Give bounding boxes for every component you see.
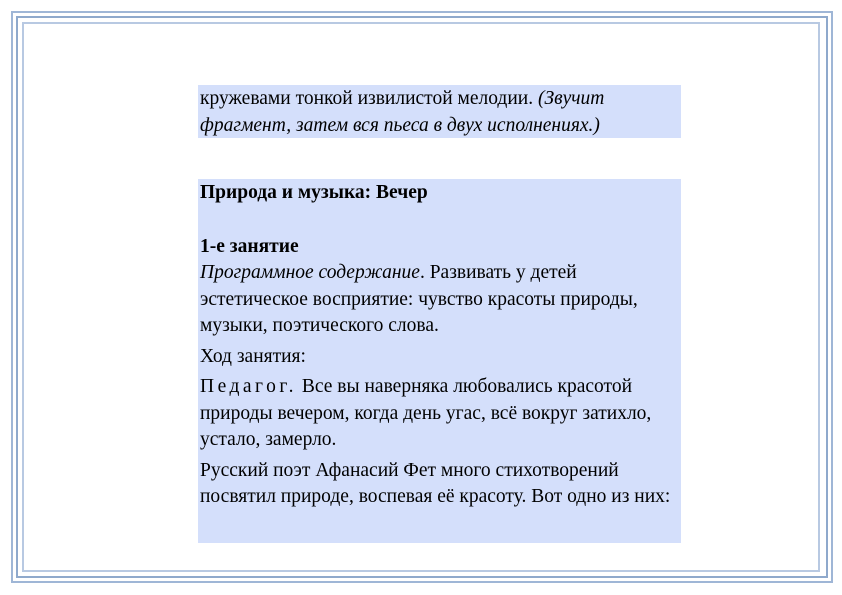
lesson-text-block [198, 179, 681, 543]
fragment-italic-text: (Звучит фрагмент, затем вся пьеса в двух исполнениях.) [200, 88, 605, 136]
fragment-normal-text: кружевами тонкой извилистой мелодии. [200, 88, 538, 109]
course-label: Ход занятия: [200, 345, 306, 367]
program-paragraph [200, 260, 679, 340]
teacher-paragraph [200, 374, 679, 454]
section-title: Природа и музыка: Вечер [200, 182, 428, 203]
spacer [200, 207, 679, 234]
program-label: Программное содержание [200, 262, 420, 283]
teacher-speaker: Педагог. [200, 376, 297, 397]
teacher-text: Все вы наверняка любовались красотой природы вечером, когда день угас, всё вокруг затихло, устало, замерло. [200, 376, 652, 450]
poet-paragraph: Русский поэт Афанасий Фет много стихотворений посвятил природе, воспевая её красоту. Вот одно из них: [200, 459, 671, 507]
fragment-paragraph [200, 86, 679, 139]
program-text: . Развивать у детей эстетическое восприятие: чувство красоты природы, музыки, поэтического слова. [200, 262, 638, 336]
lesson-title: 1-е занятие [200, 235, 299, 257]
fragment-text-block [198, 85, 681, 138]
